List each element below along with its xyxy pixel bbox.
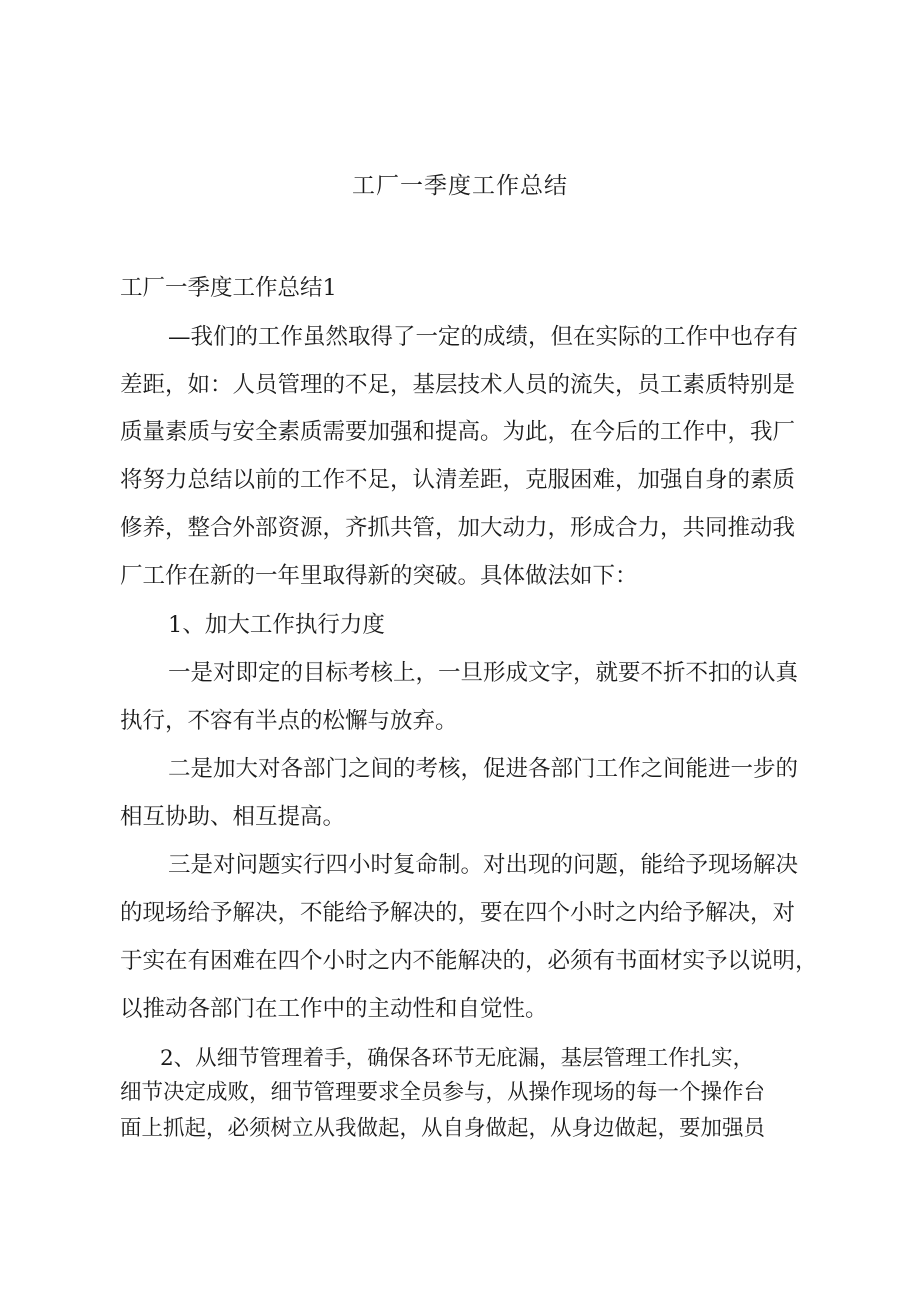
section-heading: 工厂一季度工作总结1: [120, 275, 337, 301]
paragraph-line: 厂工作在新的一年里取得新的突破。具体做法如下：: [120, 563, 638, 589]
paragraph-line: 面上抓起，必须树立从我做起，从自身做起，从身边做起，要加强员: [120, 1116, 766, 1141]
paragraph-line: 以推动各部门在工作中的主动性和自觉性。: [120, 996, 548, 1022]
paragraph-line: 执行，不容有半点的松懈与放弃。: [120, 708, 458, 734]
paragraph-line: 修养，整合外部资源，齐抓共管，加大动力，形成合力，共同推动我: [120, 515, 796, 541]
paragraph-line: 质量素质与安全素质需要加强和提高。为此，在今后的工作中，我厂: [120, 419, 796, 445]
paragraph-line: 于实在有困难在四个小时之内不能解决的，必须有书面材实予以说明，: [120, 948, 818, 974]
paragraph-line: 三是对问题实行四小时复命制。对出现的问题，能给予现场解决: [168, 852, 799, 878]
paragraph-line: 一是对即定的目标考核上，一旦形成文字，就要不折不扣的认真: [168, 660, 799, 686]
paragraph-line: 差距，如：人员管理的不足，基层技术人员的流失，员工素质特别是: [120, 372, 796, 398]
paragraph-line: 二是加大对各部门之间的考核，促进各部门工作之间能进一步的: [168, 756, 799, 782]
paragraph-line: —我们的工作虽然取得了一定的成绩，但在实际的工作中也存有: [168, 324, 799, 350]
document-title: 工厂一季度工作总结: [352, 173, 568, 199]
list-item-heading: 2、从细节管理着手，确保各环节无庇漏，基层管理工作扎实，: [160, 1046, 755, 1071]
paragraph-line: 的现场给予解决，不能给予解决的，要在四个小时之内给予解决，对: [120, 900, 796, 926]
paragraph-line: 细节决定成败，细节管理要求全员参与，从操作现场的每一个操作台: [120, 1080, 766, 1105]
list-item-heading: 1、加大工作执行力度: [168, 612, 385, 638]
paragraph-line: 相互协助、相互提高。: [120, 804, 346, 830]
paragraph-line: 将努力总结以前的工作不足，认清差距，克服困难，加强自身的素质: [120, 467, 796, 493]
